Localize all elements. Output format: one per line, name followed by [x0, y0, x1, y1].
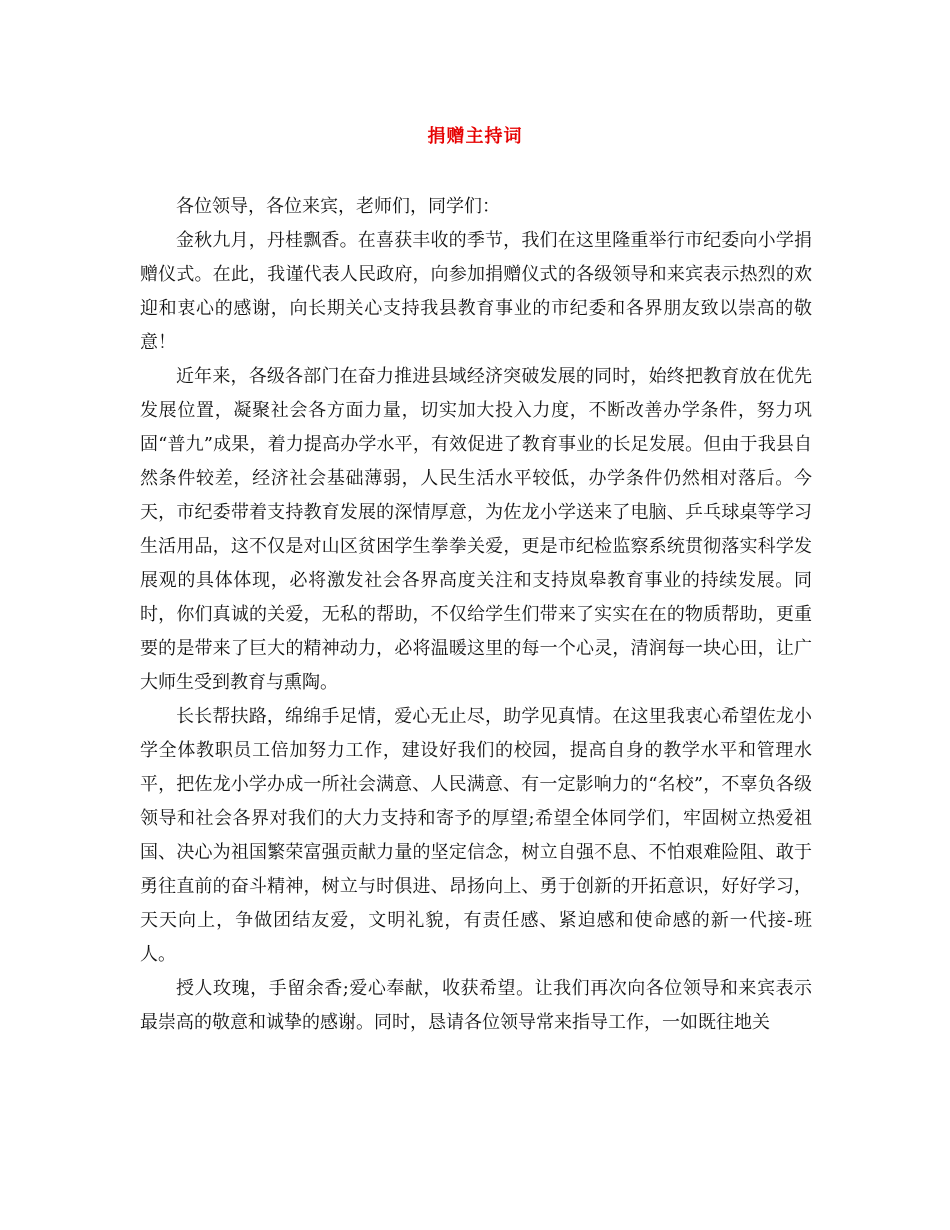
paragraph-opening: 金秋九月，丹桂飘香。在喜获丰收的季节，我们在这里隆重举行市纪委向小学捐赠仪式。在此，我谨代表人民政府，向参加捐赠仪式的各级领导和来宾表示热烈的欢迎和衷心的感谢，向长期关心支持我县教育事业的市纪委和各界朋友致以崇高的敬意！ [140, 230, 812, 353]
paragraph-background: 近年来，各级各部门在奋力推进县域经济突破发展的同时，始终把教育放在优先发展位置，凝聚社会各方面力量，切实加大投入力度，不断改善办学条件，努力巩固“普九”成果，着力提高办学水平，有效促进了教育事业的长足发展。但由于我县自然条件较差，经济社会基础薄弱，人民生活水平较低，办学条件仍然相对落后。今天，市纪委带着支持教育发展的深情厚意，为佐龙小学送来了电脑、乒乓球桌等学习生活用品，这不仅是对山区贫困学生拳拳关爱，更是市纪检监察系统贯彻落实科学发展观的具体体现，必将激发社会各界高度关注和支持岚皋教育事业的持续发展。同时，你们真诚的关爱，无私的帮助，不仅给学生们带来了实实在在的物质帮助，更重要的是带来了巨大的精神动力，必将温暖这里的每一个心灵，清润每一块心田，让广大师生受到教育与熏陶。 [140, 366, 812, 693]
document-body [140, 190, 812, 1040]
paragraph-greeting: 各位领导，各位来宾，老师们，同学们： [176, 196, 500, 217]
paragraph-closing: 授人玫瑰，手留余香;爱心奉献，收获希望。让我们再次向各位领导和来宾表示最崇高的敬意和诚挚的感谢。同时，恳请各位领导常来指导工作，一如既往地关 [140, 978, 812, 1033]
document-title: 捐赠主持词 [427, 126, 523, 147]
paragraph-hopes: 长长帮扶路，绵绵手足情，爱心无止尽，助学见真情。在这里我衷心希望佐龙小学全体教职员工倍加努力工作，建设好我们的校园，提高自身的教学水平和管理水平，把佐龙小学办成一所社会满意、人民满意、有一定影响力的“名校”，不辜负各级领导和社会各界对我们的大力支持和寄予的厚望;希望全体同学们，牢固树立热爱祖国、决心为祖国繁荣富强贡献力量的坚定信念，树立自强不息、不怕艰难险阻、敢于勇往直前的奋斗精神，树立与时俱进、昂扬向上、勇于创新的开拓意识，好好学习，天天向上，争做团结友爱，文明礼貌，有责任感、紧迫感和使命感的新一代接-班人。 [140, 706, 812, 965]
